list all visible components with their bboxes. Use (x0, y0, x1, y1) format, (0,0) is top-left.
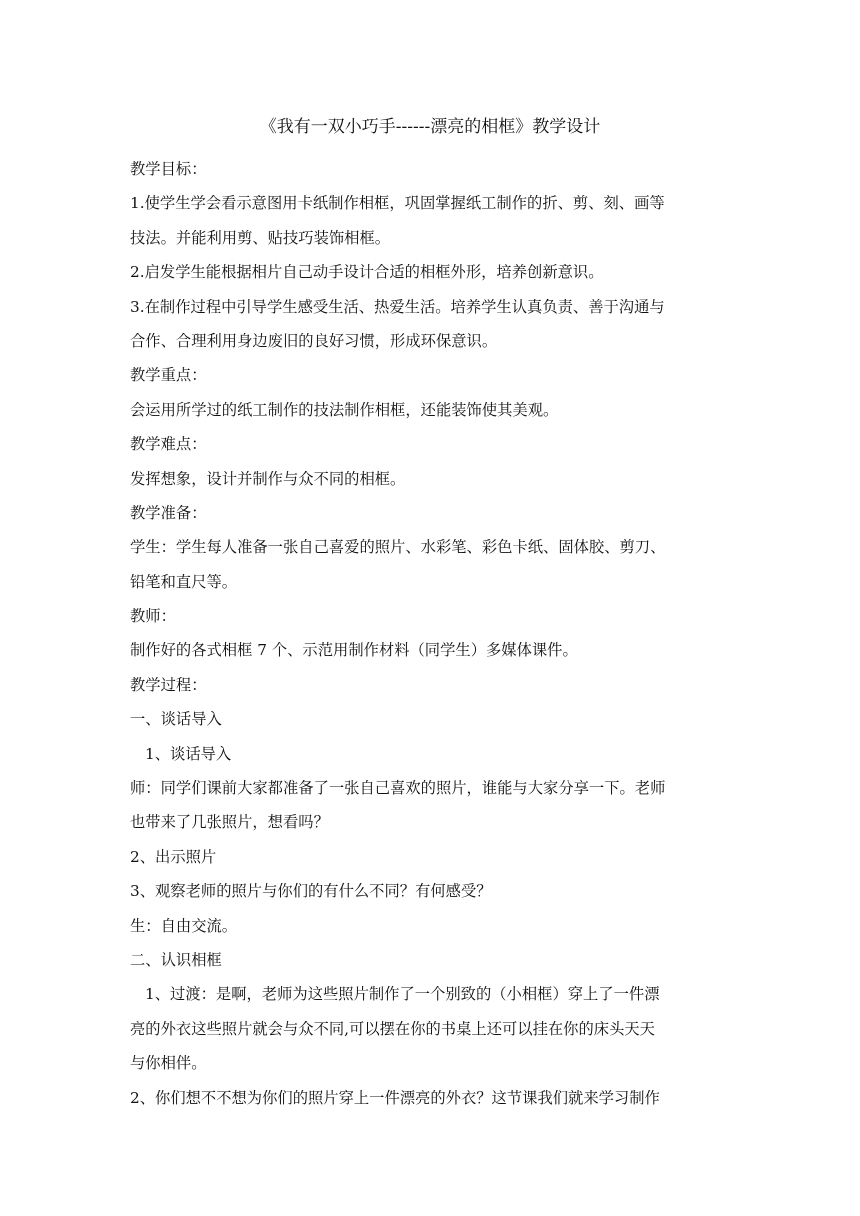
paragraph-line: 2、出示照片 (130, 847, 217, 866)
paragraph-line: 学生：学生每人准备一张自己喜爱的照片、水彩笔、彩色卡纸、固体胶、剪刀、 (130, 538, 666, 557)
paragraph-line: 师：同学们课前大家都准备了一张自己喜欢的照片，谁能与大家分享一下。老师 (130, 779, 666, 798)
paragraph-line: 1、过渡：是啊，老师为这些照片制作了一个别致的（小相框）穿上了一件漂 (145, 985, 660, 1004)
paragraph-line: 制作好的各式相框 7 个、示范用制作材料（同学生）多媒体课件。 (130, 641, 578, 660)
paragraph-line: 铅笔和直尺等。 (130, 572, 238, 591)
section-heading-process: 教学过程： (130, 675, 207, 694)
paragraph-line: 3.在制作过程中引导学生感受生活、热爱生活。培养学生认真负责、善于沟通与 (130, 297, 665, 316)
paragraph-line: 合作、合理利用身边废旧的良好习惯，形成环保意识。 (130, 331, 498, 350)
paragraph-line: 亮的外衣这些照片就会与众不同,可以摆在你的书桌上还可以挂在你的床头天天 (130, 1019, 655, 1038)
section-heading-difficulties: 教学难点： (130, 435, 207, 454)
paragraph-line: 1.使学生学会看示意图用卡纸制作相框，巩固掌握纸工制作的折、剪、刻、画等 (130, 194, 665, 213)
paragraph-line: 发挥想象，设计并制作与众不同的相框。 (130, 469, 406, 488)
paragraph-line: 也带来了几张照片，想看吗？ (130, 813, 329, 832)
paragraph-line: 3、观察老师的照片与你们的有什么不同？有何感受？ (130, 882, 492, 901)
document-body (130, 152, 734, 1115)
paragraph-line: 技法。并能利用剪、贴技巧装饰相框。 (130, 228, 391, 247)
paragraph-line: 会运用所学过的纸工制作的技法制作相框，还能装饰使其美观。 (130, 400, 559, 419)
paragraph-line: 与你相伴。 (130, 1054, 207, 1073)
paragraph-line: 教师： (130, 607, 176, 626)
paragraph-line: 1、谈话导入 (145, 744, 232, 763)
section-heading-key-points: 教学重点： (130, 366, 207, 385)
subsection-heading: 一、谈话导入 (130, 710, 222, 729)
section-heading-preparation: 教学准备： (130, 503, 207, 522)
document-title: 《我有一双小巧手------漂亮的相框》教学设计 (259, 117, 601, 137)
paragraph-line: 2、你们想不不想为你们的照片穿上一件漂亮的外衣？这节课我们就来学习制作 (130, 1088, 660, 1107)
subsection-heading: 二、认识相框 (130, 950, 222, 969)
section-heading-objectives: 教学目标： (130, 160, 207, 178)
paragraph-line: 生：自由交流。 (130, 916, 238, 935)
paragraph-line: 2.启发学生能根据相片自己动手设计合适的相框外形，培养创新意识。 (130, 263, 604, 282)
